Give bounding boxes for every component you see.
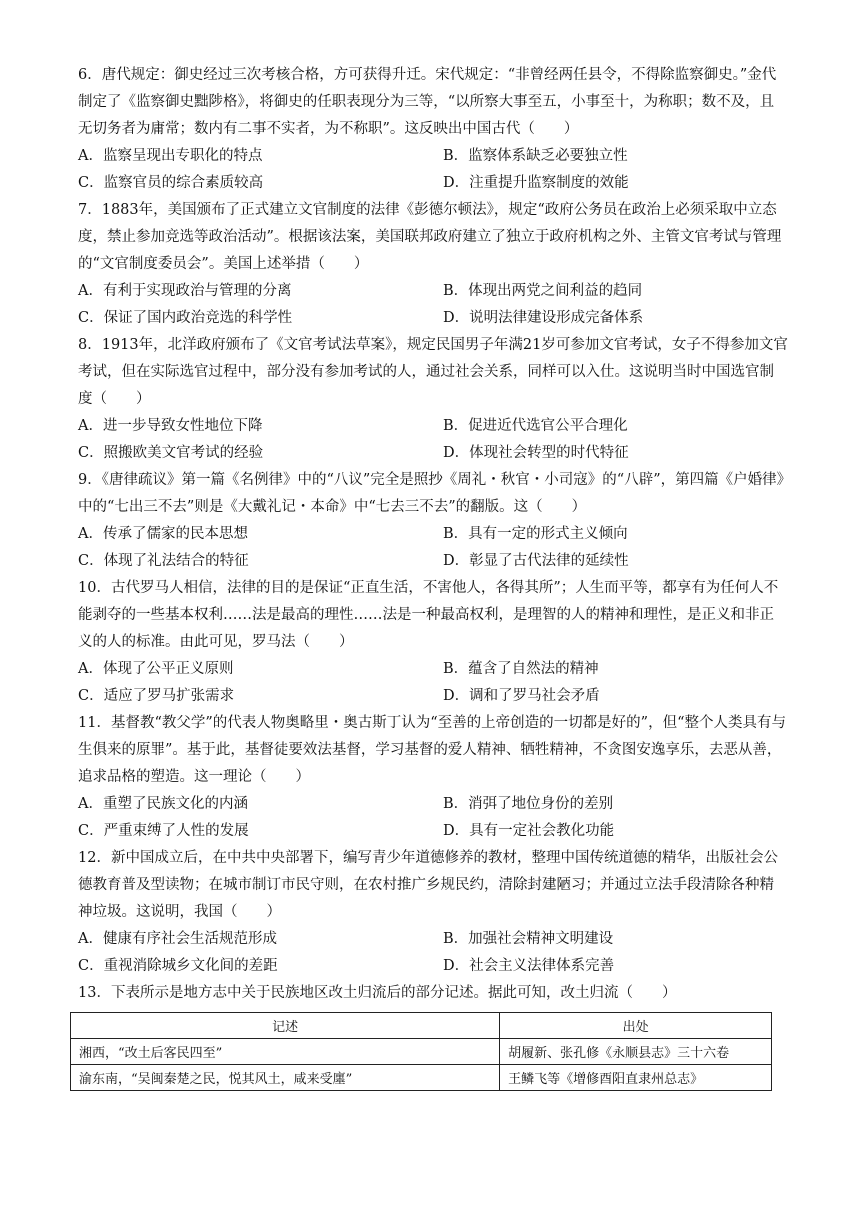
- question-stem: 9．《唐律疏议》第一篇《名例律》中的“八议”完全是照抄《周礼・秋官・小司寇》的“八辟”，第四篇《户婚律》中的“七出三不去”则是《大戴礼记・本命》中“七去三不去”的翻版。这（ ）: [78, 472, 784, 515]
- answer-option: A．有利于实现政治与管理的分离: [78, 283, 292, 299]
- answer-option: B．消弭了地位身份的差别: [443, 796, 614, 812]
- question-block: [78, 845, 788, 980]
- answer-option: D．调和了罗马社会矛盾: [443, 688, 600, 704]
- answer-option: C．照搬欧美文官考试的经验: [78, 445, 264, 461]
- answer-option: D．说明法律建设形成完备体系: [443, 310, 644, 326]
- question-stem: 8．1913年，北洋政府颁布了《文官考试法草案》，规定民国男子年满21岁可参加文官考试，女子不得参加文官考试，但在实际选官过程中，部分没有参加考试的人，通过社会关系，同样可以入仕。这说明当时中国选官制度（ ）: [78, 337, 788, 407]
- option-grid: [78, 278, 788, 332]
- question-stem: 10．古代罗马人相信，法律的目的是保证“正直生活，不害他人，各得其所”；人生而平等，都享有为任何人不能剥夺的一些基本权利……法是最高的理性……法是一种最高权利，是理智的人的精神和理性，是正义和非正义的人的标准。由此可见，罗马法（ ）: [78, 580, 779, 650]
- table-header-row: [71, 1013, 772, 1039]
- table-cell: 胡履新、张孔修《永顺县志》三十六卷: [500, 1039, 772, 1065]
- question-block: [78, 710, 788, 845]
- answer-option: C．适应了罗马扩张需求: [78, 688, 235, 704]
- question-block: [78, 575, 788, 710]
- question-stem: 13．下表所示是地方志中关于民族地区改土归流后的部分记述。据此可知，改土归流（ ）: [78, 985, 677, 1001]
- answer-option: D．注重提升监察制度的效能: [443, 175, 629, 191]
- option-grid: [78, 143, 788, 197]
- table-cell: 王鳞飞等《增修酉阳直隶州总志》: [500, 1065, 772, 1091]
- table-row: [71, 1039, 772, 1065]
- question-stem: 11．基督教“教父学”的代表人物奥略里・奥古斯丁认为“至善的上帝创造的一切都是好的”，但“整个人类具有与生俱来的原罪”。基于此，基督徒要效法基督，学习基督的爱人精神、牺牲精神，不贪图安逸享乐，去恶从善，追求品格的塑造。这一理论（ ）: [78, 715, 787, 785]
- answer-option: A．健康有序社会生活规范形成: [78, 931, 277, 947]
- answer-option: A．重塑了民族文化的内涵: [78, 796, 248, 812]
- answer-option: B．体现出两党之间利益的趋同: [443, 283, 643, 299]
- question-stem: 7．1883年，美国颁布了正式建立文官制度的法律《彭德尔顿法》，规定“政府公务员在政治上必须采取中立态度，禁止参加竞选等政治活动”。根据该法案，美国联邦政府建立了独立于政府机构之外、主管文官考试与管理的“文官制度委员会”。美国上述举措（ ）: [78, 202, 782, 272]
- answer-option: B．监察体系缺乏必要独立性: [443, 148, 628, 164]
- answer-option: B．促进近代选官公平合理化: [443, 418, 628, 434]
- answer-option: D．具有一定社会教化功能: [443, 823, 615, 839]
- answer-option: D．体现社会转型的时代特征: [443, 445, 629, 461]
- answer-option: A．传承了儒家的民本思想: [78, 526, 248, 542]
- answer-option: B．蕴含了自然法的精神: [443, 661, 599, 677]
- answer-option: C．重视消除城乡文化间的差距: [78, 958, 278, 974]
- answer-option: A．监察呈现出专职化的特点: [78, 148, 263, 164]
- table-row: [71, 1065, 772, 1091]
- question-list: [78, 62, 788, 1007]
- option-grid: [78, 926, 788, 980]
- answer-option: C．保证了国内政治竞选的科学性: [78, 310, 293, 326]
- answer-option: C．体现了礼法结合的特征: [78, 553, 249, 569]
- question-stem: 6．唐代规定：御史经过三次考核合格，方可获得升迁。宋代规定：“非曾经两任县令，不得除监察御史。”金代制定了《监察御史黜陟格》，将御史的任职表现分为三等，“以所察大事至五，小事至十，为称职；数不及，且无切务者为庸常；数内有二事不实者，为不称职”。这反映出中国古代（ ）: [78, 67, 777, 137]
- option-grid: [78, 413, 788, 467]
- answer-option: D．彰显了古代法律的延续性: [443, 553, 629, 569]
- question-block: [78, 62, 788, 197]
- question-stem: 12．新中国成立后，在中共中央部署下，编写青少年道德修养的教材，整理中国传统道德的精华，出版社会公德教育普及型读物；在城市制订市民守则，在农村推广乡规民约，清除封建陋习；并通过立法手段清除各种精神垃圾。这说明，我国（ ）: [78, 850, 778, 920]
- answer-option: B．具有一定的形式主义倾向: [443, 526, 628, 542]
- answer-option: C．严重束缚了人性的发展: [78, 823, 249, 839]
- answer-option: C．监察官员的综合素质较高: [78, 175, 264, 191]
- answer-option: B．加强社会精神文明建设: [443, 931, 614, 947]
- source-table: [70, 1012, 772, 1091]
- answer-option: A．体现了公平正义原则: [78, 661, 234, 677]
- question-block: [78, 332, 788, 467]
- answer-option: D．社会主义法律体系完善: [443, 958, 615, 974]
- option-grid: [78, 791, 788, 845]
- option-grid: [78, 521, 788, 575]
- question-block: [78, 467, 788, 575]
- table-cell: 渝东南，“吴闽秦楚之民，悦其风土，咸来受廛”: [71, 1065, 500, 1091]
- table-header-cell: 记述: [71, 1013, 500, 1039]
- question-block: [78, 980, 788, 1007]
- table-header-cell: 出处: [500, 1013, 772, 1039]
- option-grid: [78, 656, 788, 710]
- table-cell: 湘西，“改土后客民四至”: [71, 1039, 500, 1065]
- question-block: [78, 197, 788, 332]
- answer-option: A．进一步导致女性地位下降: [78, 418, 263, 434]
